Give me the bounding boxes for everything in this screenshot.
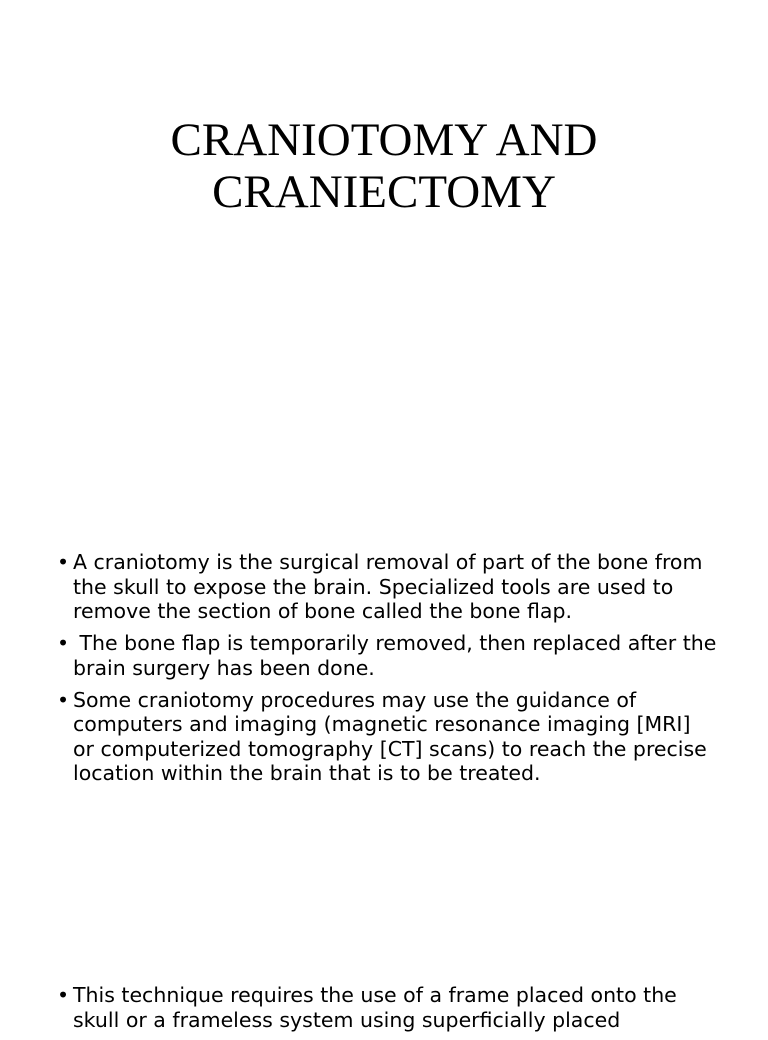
- next-slide-bullet-list: [57, 983, 717, 1040]
- slide-title: [0, 114, 768, 218]
- bullet-text: A craniotomy is the surgical removal of part of the bone from the skull to expose the brain. Specialized tools are used to remove the section of bone called the bone flap.: [73, 550, 703, 623]
- bullet-dot: •: [57, 550, 70, 574]
- bullet-text: This technique requires the use of a frame placed onto the skull or a frameless system using superficially placed: [73, 983, 677, 1032]
- bullet-item-frame-technique: [57, 983, 717, 1032]
- bullet-text: The bone flap is temporarily removed, then replaced after the brain surgery has been done.: [73, 631, 723, 680]
- bullet-dot: •: [57, 687, 70, 712]
- bullet-item-imaging-guidance: [57, 688, 717, 786]
- bullet-item-craniotomy-definition: [57, 550, 717, 624]
- bullet-list: [57, 550, 723, 793]
- bullet-item-bone-flap: [57, 631, 723, 680]
- bullet-text: Some craniotomy procedures may use the guidance of computers and imaging (magnetic resonance imaging [MRI] or computerized tomography [CT] scans) to reach the precise location within the brain that is to be treated.: [73, 687, 707, 785]
- slide-title-line-2: CRANIECTOMY: [212, 166, 556, 218]
- slide-title-line-1: CRANIOTOMY AND: [170, 114, 598, 166]
- bullet-dot: •: [57, 631, 70, 655]
- bullet-dot: •: [57, 983, 70, 1007]
